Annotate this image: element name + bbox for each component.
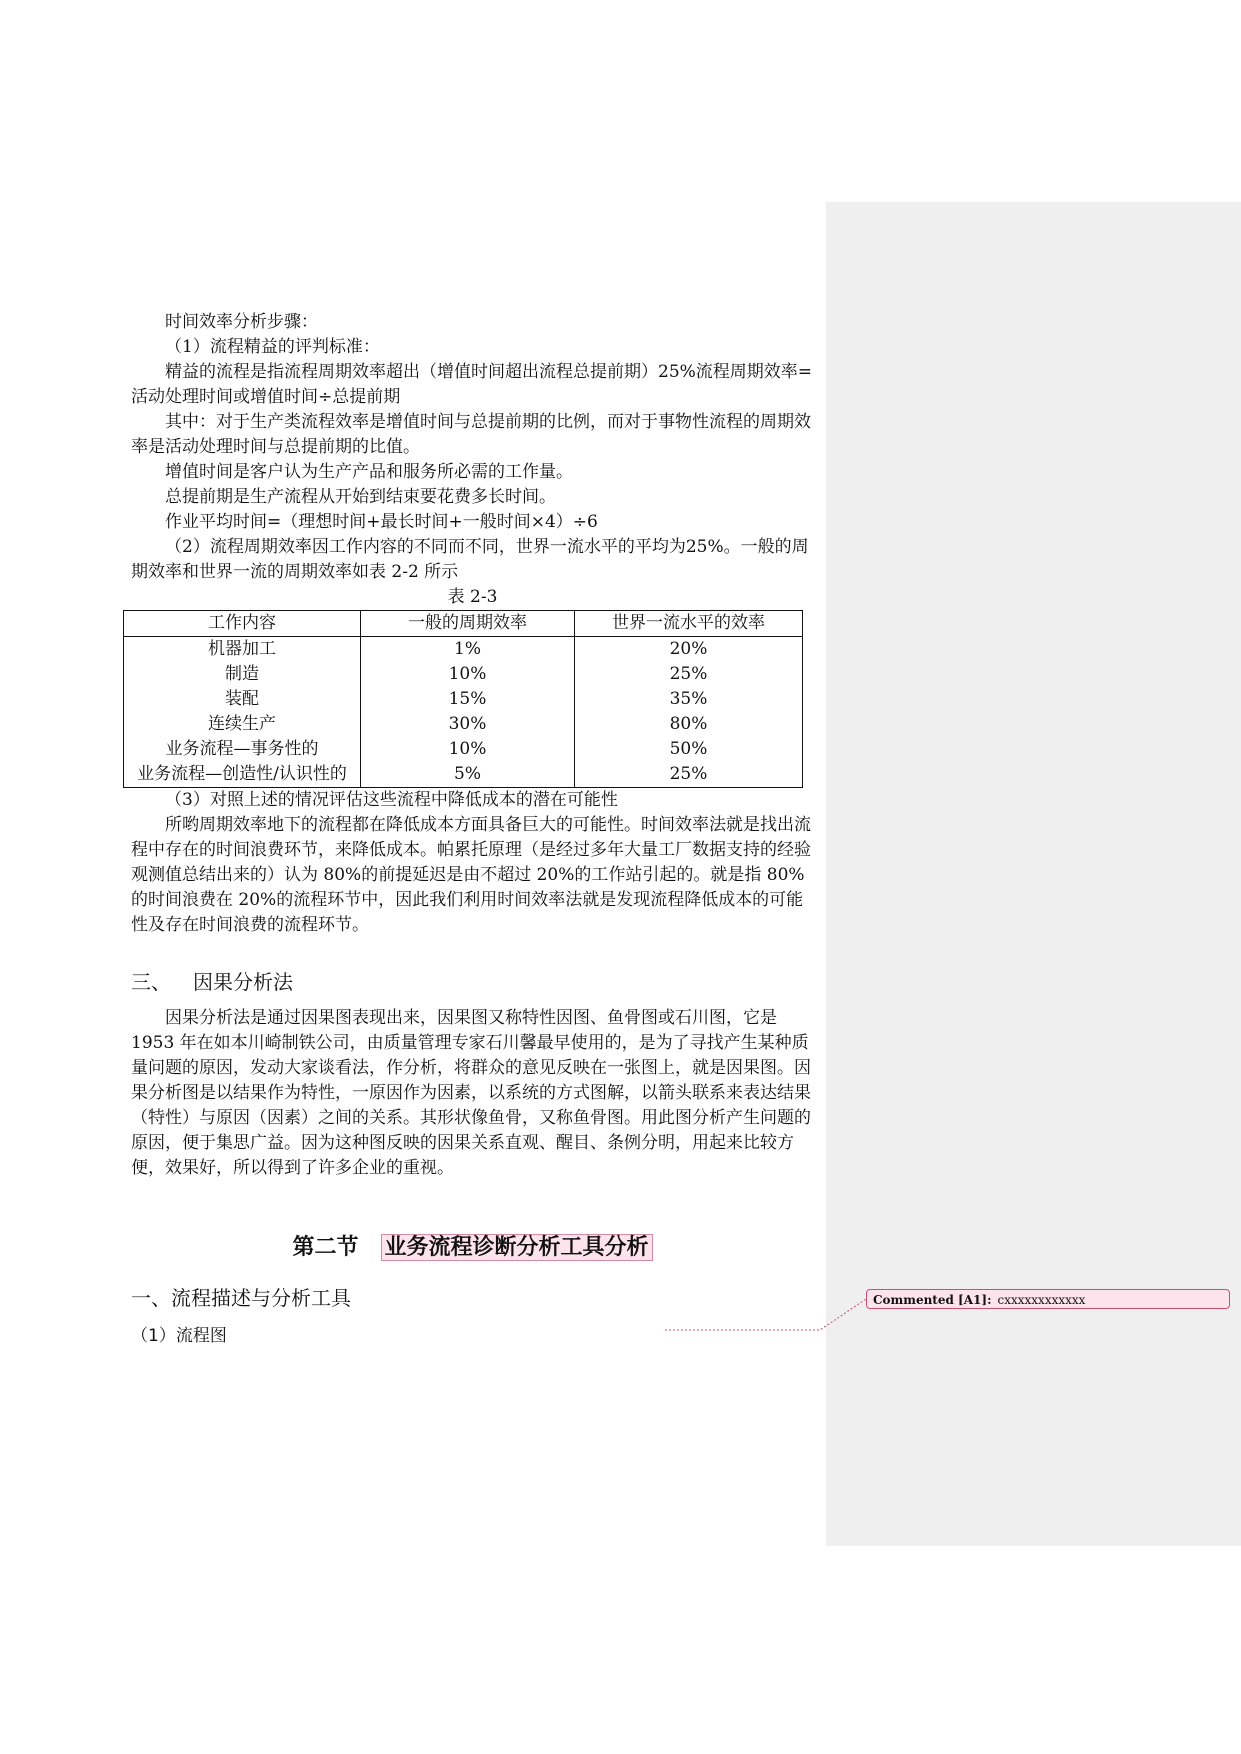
comment-author: Commented [A1]:	[873, 1293, 992, 1307]
step3-paragraph: 所哟周期效率地下的流程都在降低成本方面具备巨大的可能性。时间效率法就是找出流程中存在的时间浪费环节，来降低成本。帕累托原理（是经过多年大量工厂数据支持的经验观测值总结出来的）认为 80%的前提延迟是由不超过 20%的工作站引起的。就是指 80%的时间浪费在 20%的流程环节中，因此我们利用时间效率法就是发现流程降低成本的可能性及存在时间浪费的流程环节。	[131, 815, 811, 935]
table-cell: 80%	[575, 712, 803, 737]
step2-paragraph: （2）流程周期效率因工作内容的不同而不同，世界一流水平的平均为25%。一般的周期效率和世界一流的周期效率如表 2-2 所示	[131, 537, 809, 582]
step1-paragraph-4: 总提前期是生产流程从开始到结束要花费多长时间。	[165, 487, 556, 507]
section-label: 第二节	[292, 1235, 359, 1260]
step3-title: （3）对照上述的情况评估这些流程中降低成本的潜在可能性	[165, 790, 618, 810]
step1-title: （1）流程精益的评判标准：	[165, 337, 380, 357]
table-header-cell: 工作内容	[124, 611, 361, 637]
comment-text: cxxxxxxxxxxxx	[997, 1293, 1086, 1307]
commented-text[interactable]: 业务流程诊断分析工具分析	[381, 1234, 653, 1261]
table-cell: 1%	[361, 637, 575, 663]
table-cell: 25%	[575, 762, 803, 788]
table-cell: 50%	[575, 737, 803, 762]
table-cell: 连续生产	[124, 712, 361, 737]
heading-text: 因果分析法	[193, 970, 293, 994]
table-cell: 装配	[124, 687, 361, 712]
table-header-cell: 一般的周期效率	[361, 611, 575, 637]
cause-effect-paragraph: 因果分析法是通过因果图表现出来，因果图又称特性因图、鱼骨图或石川图，它是 1953 年在如本川崎制铁公司，由质量管理专家石川馨最早使用的，是为了寻找产生某种质量问题的原因，发动大家谈看法，作分析，将群众的意见反映在一张图上，就是因果图。因果分析图是以结果作为特性，一原因作为因素，以系统的方式图解，以箭头联系来表达结果（特性）与原因（因素）之间的关系。其形状像鱼骨，又称鱼骨图。用此图分析产生问题的原因，便于集思广益。因为这种图反映的因果关系直观、醒目、条例分明，用起来比较方便，效果好，所以得到了许多企业的重视。	[131, 1008, 811, 1178]
table-cell: 5%	[361, 762, 575, 788]
table-cell: 20%	[575, 637, 803, 663]
table-cell: 业务流程—创造性/认识性的	[124, 762, 361, 788]
table-cell: 10%	[361, 737, 575, 762]
heading-number: 三、	[131, 970, 171, 994]
steps-title: 时间效率分析步骤：	[165, 312, 318, 332]
table-header-cell: 世界一流水平的效率	[575, 611, 803, 637]
table-cell: 15%	[361, 687, 575, 712]
comment-balloon[interactable]	[866, 1289, 1230, 1309]
subheading-flowchart: （1）流程图	[131, 1326, 227, 1346]
table-cell: 25%	[575, 662, 803, 687]
table-cell: 制造	[124, 662, 361, 687]
table-cell: 机器加工	[124, 637, 361, 663]
table-cell: 业务流程—事务性的	[124, 737, 361, 762]
table-cell: 10%	[361, 662, 575, 687]
step1-paragraph-2: 其中：对于生产类流程效率是增值时间与总提前期的比例，而对于事物性流程的周期效率是活动处理时间与总提前期的比值。	[131, 412, 811, 457]
table-cell: 35%	[575, 687, 803, 712]
step1-paragraph-5: 作业平均时间=（理想时间+最长时间+一般时间×4）÷6	[165, 512, 598, 532]
heading-flow-tools: 一、流程描述与分析工具	[131, 1286, 351, 1310]
table-cell: 30%	[361, 712, 575, 737]
step1-paragraph-1: 精益的流程是指流程周期效率超出（增值时间超出流程总提前期）25%流程周期效率=活动处理时间或增值时间÷总提前期	[131, 362, 813, 407]
step1-paragraph-3: 增值时间是客户认为生产产品和服务所必需的工作量。	[165, 462, 573, 482]
comment-connector-line	[665, 1299, 866, 1330]
table-caption: 表 2-3	[447, 587, 498, 607]
